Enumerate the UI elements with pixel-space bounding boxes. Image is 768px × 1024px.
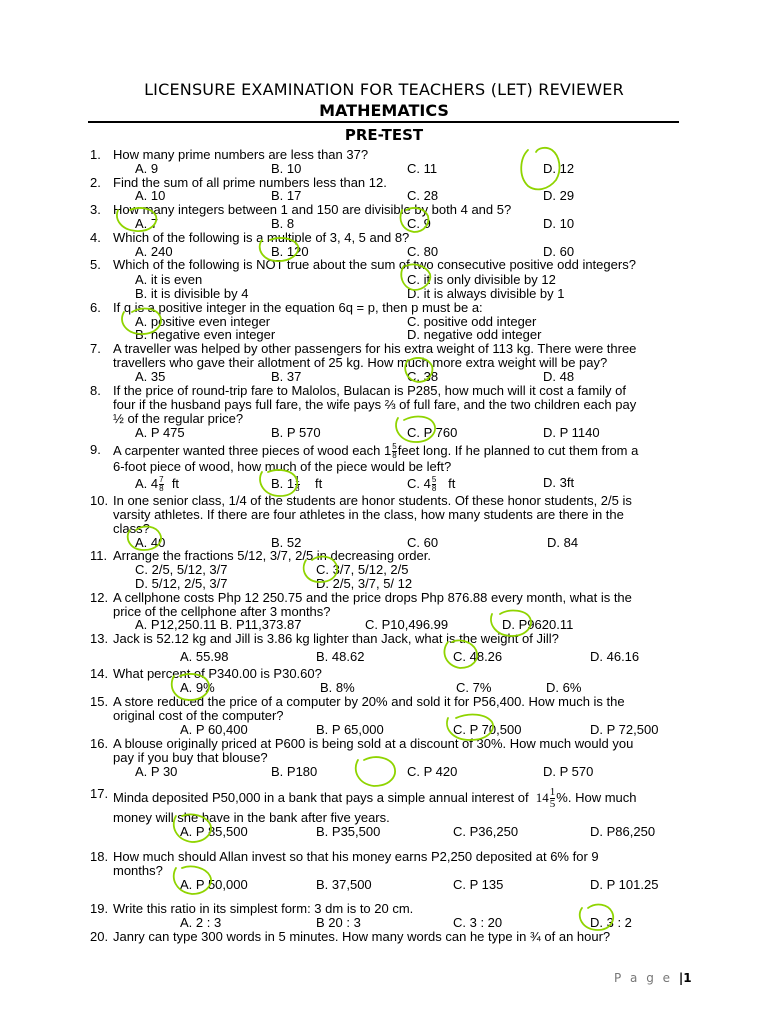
- answer-mark: [491, 611, 531, 636]
- option-d: D. P9620.11: [502, 617, 574, 632]
- option-d: D. 60: [543, 244, 575, 259]
- option-c: C. 3/7, 5/12, 2/5: [316, 562, 409, 577]
- option-d: D. P 72,500: [590, 722, 659, 737]
- answer-mark: [401, 208, 429, 232]
- option-c: C. P36,250: [453, 824, 519, 839]
- question-text: If q is a positive integer in the equation 6q = p, then p must be a:: [113, 300, 483, 315]
- question-number: 20.: [90, 929, 109, 944]
- answer-mark: [174, 866, 211, 894]
- question-number: 19.: [90, 901, 109, 916]
- question-number: 14.: [90, 666, 109, 681]
- question-text: ½ of the regular price?: [113, 411, 244, 426]
- option-a: A. P 60,400: [180, 722, 248, 737]
- option-a: A. 40: [135, 535, 166, 550]
- answer-mark: [260, 238, 299, 261]
- option-d: D. P 101.25: [590, 877, 659, 892]
- question-text: A cellphone costs Php 12 250.75 and the price drops Php 876.88 every month, what is the: [113, 590, 632, 605]
- answer-mark: [122, 309, 161, 334]
- answer-mark: [304, 557, 338, 582]
- answer-mark: [401, 264, 430, 290]
- question-number: 10.: [90, 493, 109, 508]
- question-number: 12.: [90, 590, 109, 605]
- question-text: four if the husband pays full fare, the wife pays ⅔ of full fare, and the two children each pay: [113, 397, 637, 412]
- option-d: D. 46.16: [590, 649, 640, 664]
- question-text: Write this ratio in its simplest form: 3 dm is to 20 cm.: [113, 901, 414, 916]
- option-a: A. 9: [135, 161, 159, 176]
- option-a: A. P 50,000: [180, 877, 248, 892]
- answer-mark: [128, 527, 161, 550]
- question-number: 5.: [90, 257, 101, 272]
- question-text: If the price of round-trip fare to Malolos, Bulacan is P285, how much will it cost a family of: [113, 383, 627, 398]
- question-text: How many prime numbers are less than 37?: [113, 147, 369, 162]
- section-title: PRE-TEST: [344, 126, 424, 144]
- option-b: B. it is divisible by 4: [135, 286, 249, 301]
- option-b: B. P 65,000: [316, 722, 384, 737]
- option-d: D. P 570: [543, 764, 594, 779]
- option-c: C. 80: [407, 244, 439, 259]
- subject-title: MATHEMATICS: [319, 101, 449, 120]
- option-b: B. 120: [271, 244, 309, 259]
- option-a: A. 4 $\frac{7}{8}$ ft: [135, 475, 180, 493]
- question-text: pay if you buy that blouse?: [113, 750, 268, 765]
- option-d: D. 12: [543, 161, 575, 176]
- option-b: B. 8: [271, 216, 295, 231]
- option-b: B 20 : 3: [316, 915, 361, 930]
- option-d: D. 29: [543, 188, 575, 203]
- answer-mark: [172, 674, 209, 700]
- page-footer: P a g e |1: [614, 971, 692, 985]
- question-number: 11.: [90, 548, 108, 563]
- question-text: Jack is 52.12 kg and Jill is 3.86 kg lighter than Jack, what is the weight of Jill?: [113, 631, 559, 646]
- question-text: travellers who gave their allotment of 25 kg. How much more extra weight will be pay?: [113, 355, 608, 370]
- question-number: 6.: [90, 300, 101, 315]
- answer-mark: [580, 905, 614, 930]
- option-b: B. 17: [271, 188, 302, 203]
- option-c: C. 60: [407, 535, 439, 550]
- question-number: 2.: [90, 175, 101, 190]
- option-d: D. 3 : 2: [590, 915, 632, 930]
- question-text: How much should Allan invest so that his money earns P2,250 deposited at 6% for 9: [113, 849, 599, 864]
- question-text: class?: [113, 521, 150, 536]
- question-number: 3.: [90, 202, 101, 217]
- answer-mark: [174, 814, 211, 842]
- question-text: money will she have in the bank after five years.: [113, 810, 390, 825]
- option-d: D. P86,250: [590, 824, 656, 839]
- question-text: Arrange the fractions 5/12, 3/7, 2/5 in decreasing order.: [113, 548, 431, 563]
- option-c: C. P 760: [407, 425, 458, 440]
- option-d: D. it is always divisible by 1: [407, 286, 565, 301]
- option-a-b: A. P12,250.11 B. P11,373.87: [135, 617, 302, 632]
- option-c: C. P 70,500: [453, 722, 522, 737]
- option-a: C. 2/5, 5/12, 3/7: [135, 562, 228, 577]
- option-a: A. 240: [135, 244, 173, 259]
- question-number: 18.: [90, 849, 109, 864]
- question-text: Find the sum of all prime numbers less than 12.: [113, 175, 387, 190]
- option-b: B. 8%: [320, 680, 355, 695]
- option-c: C. it is only divisible by 12: [407, 272, 556, 287]
- option-b: D. 5/12, 2/5, 3/7: [135, 576, 228, 591]
- question-text: Which of the following is NOT true about the sum of two consecutive positive odd integers?: [113, 257, 636, 272]
- option-b: B. P180: [271, 764, 318, 779]
- option-a: A. it is even: [135, 272, 203, 287]
- question-number: 13.: [90, 631, 109, 646]
- option-d: D. negative odd integer: [407, 327, 542, 342]
- question-text: A store reduced the price of a computer by 20% and sold it for P56,400. How much is the: [113, 694, 625, 709]
- option-c: C. 4 $\frac{5}{8}$ ft: [407, 475, 456, 493]
- option-c: C. 9: [407, 216, 431, 231]
- question-text: A carpenter wanted three pieces of wood each 1 $\frac{5}{8}$ feet long. If he planned to cut them from a: [113, 442, 639, 460]
- exam-title: LICENSURE EXAMINATION FOR TEACHERS (LET) REVIEWER: [144, 80, 624, 99]
- option-a: A. P 30: [135, 764, 178, 779]
- answer-mark: [396, 417, 435, 442]
- answer-mark: [260, 470, 297, 496]
- question-number: 9.: [90, 442, 101, 457]
- question-number: 16.: [90, 736, 109, 751]
- question-text: In one senior class, 1/4 of the students are honor students. Of these honor students, 2/5 is: [113, 493, 632, 508]
- question-number: 17.: [90, 786, 109, 801]
- option-b: B. negative even integer: [135, 327, 276, 342]
- answer-mark: [521, 148, 559, 190]
- question-number: 4.: [90, 230, 101, 245]
- fraction: $\frac{5}{8}$: [392, 442, 397, 460]
- option-d: D. 6%: [546, 680, 582, 695]
- option-d: D. 3ft: [543, 475, 575, 490]
- question-number: 1.: [90, 147, 101, 162]
- option-b: B. 37,500: [316, 877, 372, 892]
- option-c: C. P 420: [407, 764, 458, 779]
- option-b: B. 10: [271, 161, 302, 176]
- option-c: C. 48.26: [453, 649, 503, 664]
- question-text: What percent of P340.00 is P30.60?: [113, 666, 322, 681]
- question-text: Minda deposited P50,000 in a bank that pays a simple annual interest of 14 $\frac{1}{5}$ %. How much: [113, 786, 637, 810]
- answer-mark: [447, 715, 493, 740]
- option-b: B. P 570: [271, 425, 321, 440]
- question-text: A traveller was helped by other passengers for his extra weight of 113 kg. There were three: [113, 341, 637, 356]
- answer-mark: [356, 757, 395, 786]
- option-b: B. 52: [271, 535, 302, 550]
- option-d: D. P 1140: [543, 425, 600, 440]
- option-b: B. 48.62: [316, 649, 365, 664]
- option-d: D. 48: [543, 369, 575, 384]
- option-a: A. 7: [135, 216, 159, 231]
- question-text: price of the cellphone after 3 months?: [113, 604, 331, 619]
- option-d: D. 10: [543, 216, 575, 231]
- option-c: C. 3 : 20: [453, 915, 503, 930]
- option-c: C. 7%: [456, 680, 492, 695]
- option-b: B. 37: [271, 369, 302, 384]
- question-text: A blouse originally priced at P600 is being sold at a discount of 30%. How much would you: [113, 736, 634, 751]
- option-d: D. 2/5, 3/7, 5/ 12: [316, 576, 413, 591]
- option-c: C. P10,496.99: [365, 617, 449, 632]
- option-a: A. 10: [135, 188, 166, 203]
- question-number: 15.: [90, 694, 109, 709]
- option-a: A. 55.98: [180, 649, 229, 664]
- option-a: A. 2 : 3: [180, 915, 222, 930]
- option-a: A. 9%: [180, 680, 215, 695]
- option-a: A. 35: [135, 369, 166, 384]
- question-text: months?: [113, 863, 163, 878]
- option-a: A. P 475: [135, 425, 185, 440]
- question-text: 6-foot piece of wood, how much of the piece would be left?: [113, 459, 452, 474]
- question-text: How many integers between 1 and 150 are divisible by both 4 and 5?: [113, 202, 512, 217]
- answer-mark: [117, 208, 159, 231]
- question-number: 8.: [90, 383, 101, 398]
- answer-mark: [444, 640, 477, 668]
- option-c: C. positive odd integer: [407, 314, 537, 329]
- answer-mark: [405, 358, 432, 382]
- option-a: A. P 85,500: [180, 824, 248, 839]
- option-c: C. P 135: [453, 877, 504, 892]
- option-c: C. 38: [407, 369, 439, 384]
- question-text: Janry can type 300 words in 5 minutes. How many words can he type in ¾ of an hour?: [113, 929, 611, 944]
- question-number: 7.: [90, 341, 101, 356]
- question-text: Which of the following is a multiple of 3, 4, 5 and 8?: [113, 230, 410, 245]
- option-c: C. 11: [407, 161, 438, 176]
- question-text: varsity athletes. If there are four athletes in the class, how many students are there in the: [113, 507, 624, 522]
- option-a: A. positive even integer: [135, 314, 271, 329]
- option-d: D. 84: [547, 535, 579, 550]
- option-b: B. P35,500: [316, 824, 381, 839]
- option-b: B. 1 $\frac{1}{8}$ ft: [271, 475, 323, 493]
- option-c: C. 28: [407, 188, 439, 203]
- question-text: original cost of the computer?: [113, 708, 284, 723]
